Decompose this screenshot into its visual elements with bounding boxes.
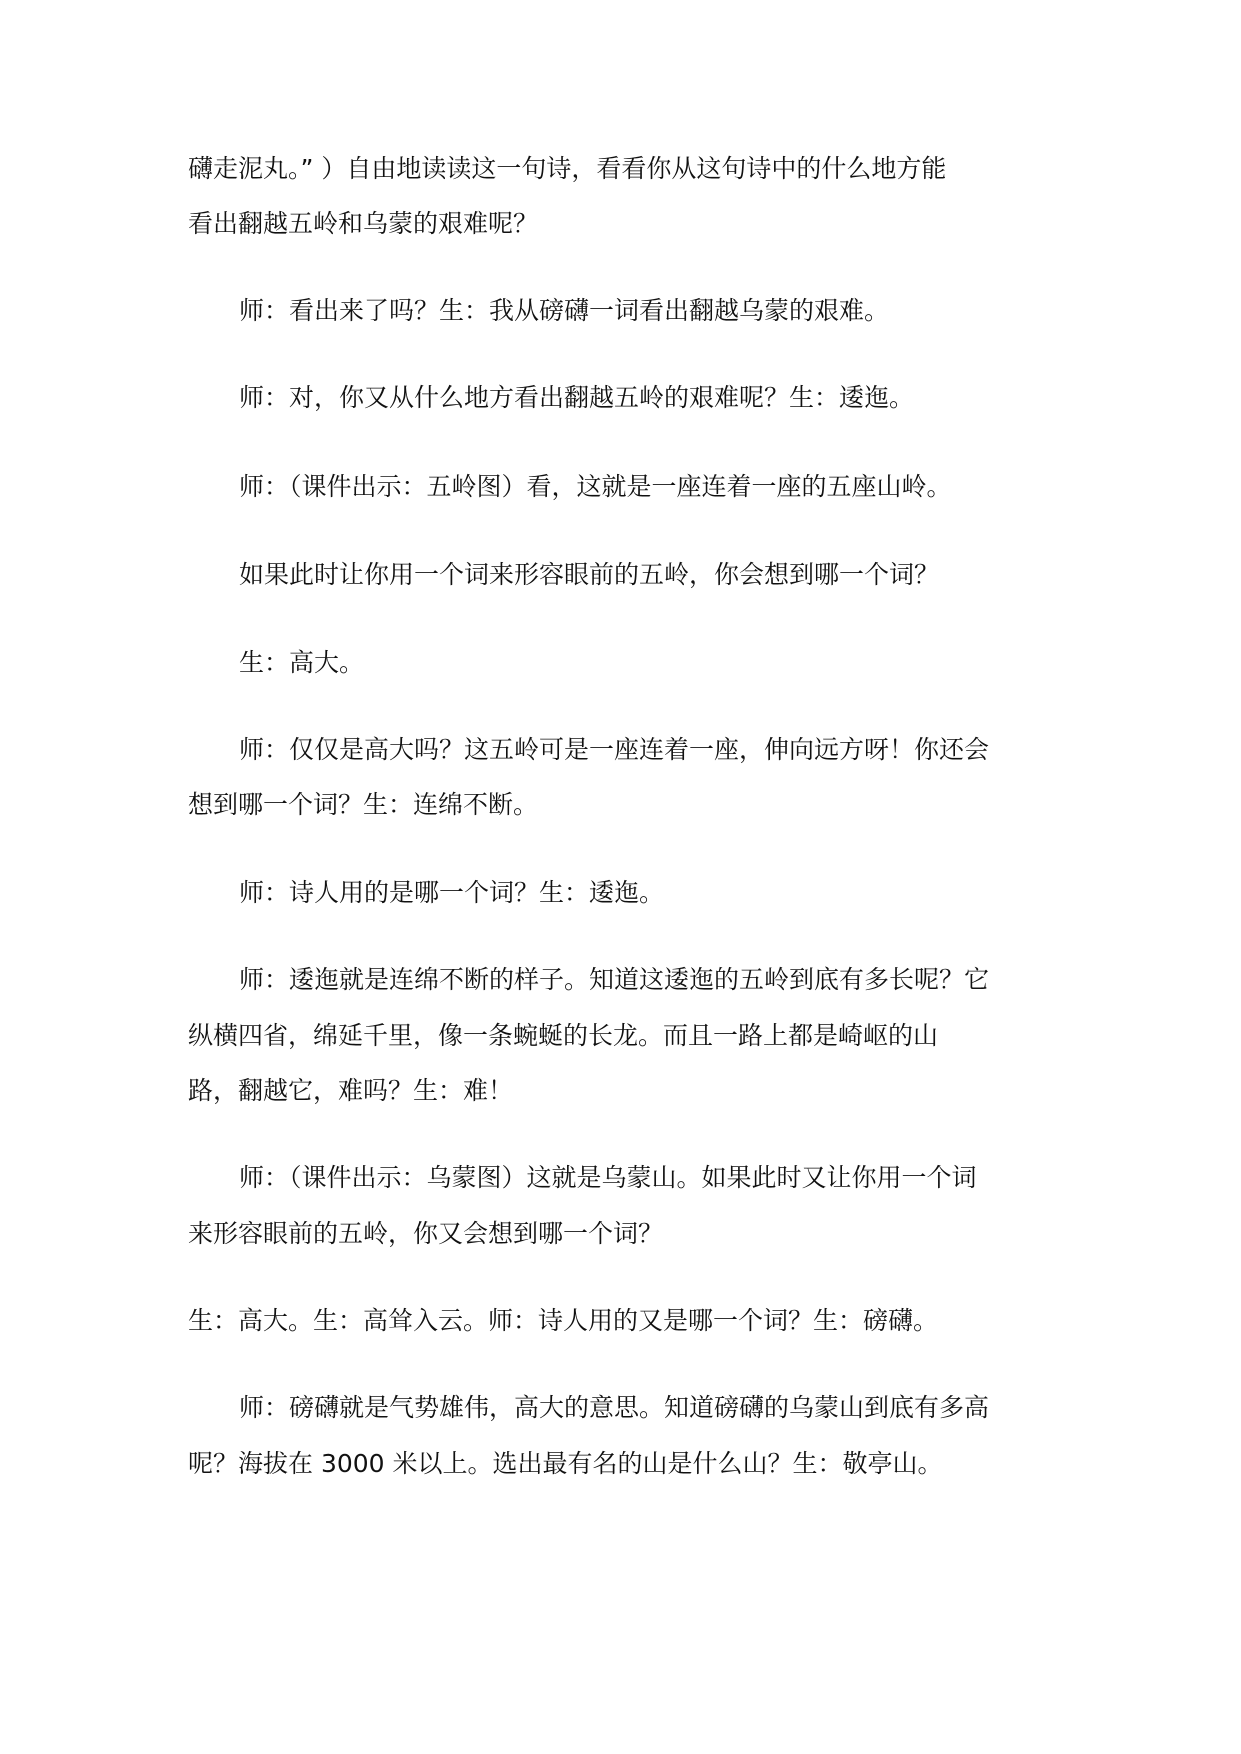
text-line: 看出翻越五岭和乌蒙的艰难呢？ [188,209,539,238]
text-line: 师：磅礴就是气势雄伟，高大的意思。知道磅礴的乌蒙山到底有多高 [239,1393,990,1422]
text-line: 师：（课件出示：五岭图）看，这就是一座连着一座的五座山岭。 [239,472,952,501]
text-line: 来形容眼前的五岭，你又会想到哪一个词？ [188,1219,664,1248]
text-line: 师：看出来了吗？生：我从磅礴一词看出翻越乌蒙的艰难。 [239,296,890,325]
text-line: 路，翻越它，难吗？生：难！ [188,1076,514,1105]
text-line: 师：对，你又从什么地方看出翻越五岭的艰难呢？生：逶迤。 [239,383,915,412]
text-line: 师：仅仅是高大吗？这五岭可是一座连着一座，伸向远方呀！你还会 [239,735,990,764]
text-line: 生：高大。 [239,648,365,677]
text-line: 呢？海拔在 3000 米以上。选出最有名的山是什么山？生：敬亭山。 [188,1449,943,1478]
text-line: 生：高大。生：高耸入云。师：诗人用的又是哪一个词？生：磅礴。 [188,1306,939,1335]
text-line: 想到哪一个词？生：连绵不断。 [188,790,539,819]
text-line: 如果此时让你用一个词来形容眼前的五岭，你会想到哪一个词？ [239,560,940,589]
text-line: 师：诗人用的是哪一个词？生：逶迤。 [239,878,665,907]
text-line: 师：逶迤就是连绵不断的样子。知道这逶迤的五岭到底有多长呢？它 [239,965,990,994]
text-line: 纵横四省，绵延千里，像一条蜿蜒的长龙。而且一路上都是崎岖的山 [188,1021,939,1050]
text-line: 礴走泥丸。” ）自由地读读这一句诗，看看你从这句诗中的什么地方能 [188,154,947,183]
text-line: 师：（课件出示：乌蒙图）这就是乌蒙山。如果此时又让你用一个词 [239,1163,977,1192]
